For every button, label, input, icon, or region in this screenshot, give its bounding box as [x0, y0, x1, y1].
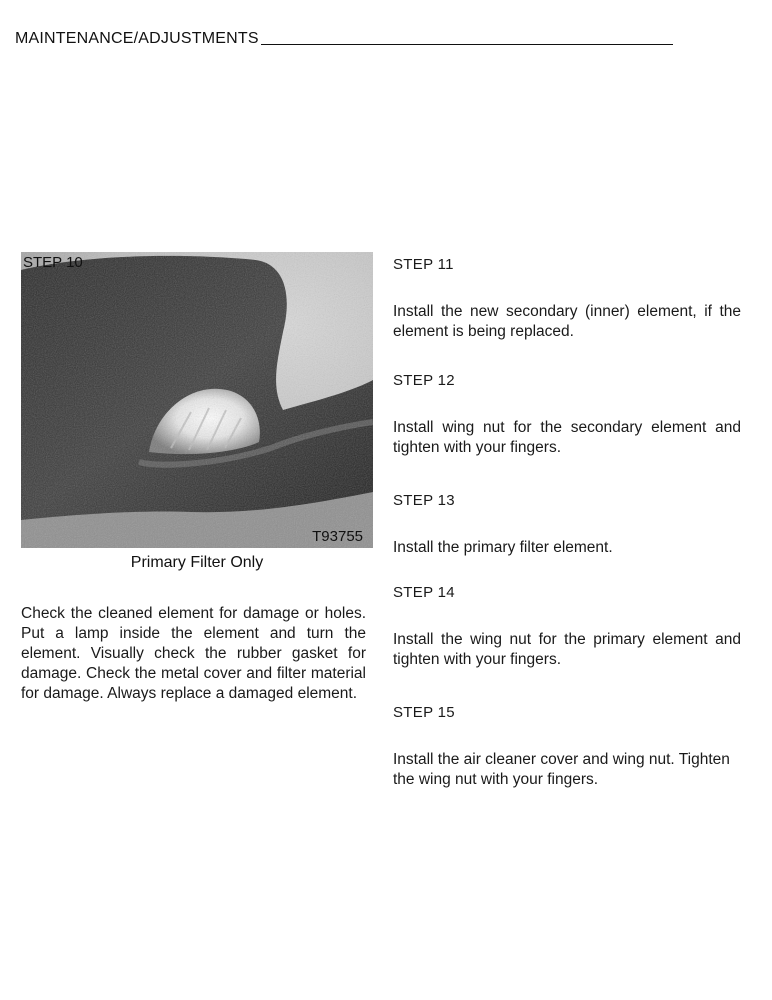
page-header	[15, 30, 673, 48]
filter-photo	[21, 252, 373, 548]
filter-photo-image	[21, 252, 373, 548]
step-10-label: STEP 10	[23, 254, 83, 271]
step-13-text: Install the primary filter element.	[393, 539, 613, 556]
step-11-text: Install the new secondary (inner) element, if the element is being replaced.	[393, 303, 741, 341]
step-12-label: STEP 12	[393, 372, 455, 389]
step-11-label: STEP 11	[393, 256, 454, 273]
step-15-label: STEP 15	[393, 704, 455, 721]
step-12-text: Install wing nut for the secondary element and tighten with your fingers.	[393, 419, 741, 457]
photo-reference-code: T93755	[312, 528, 363, 545]
step-14-text: Install the wing nut for the primary element and tighten with your fingers.	[393, 631, 741, 669]
section-title: MAINTENANCE/ADJUSTMENTS	[15, 30, 259, 47]
photo-caption: Primary Filter Only	[130, 554, 264, 571]
step-14-label: STEP 14	[393, 584, 455, 601]
header-rule	[261, 44, 673, 45]
step-15-text: Install the air cleaner cover and wing nut. Tighten the wing nut with your fingers.	[393, 751, 730, 789]
step-10-instructions: Check the cleaned element for damage or holes. Put a lamp inside the element and turn the element. Visually check the rubber gasket for damage. Check the metal cover and filter material for damage. Always replace a damaged element.	[21, 604, 366, 703]
step-13-label: STEP 13	[393, 492, 455, 509]
